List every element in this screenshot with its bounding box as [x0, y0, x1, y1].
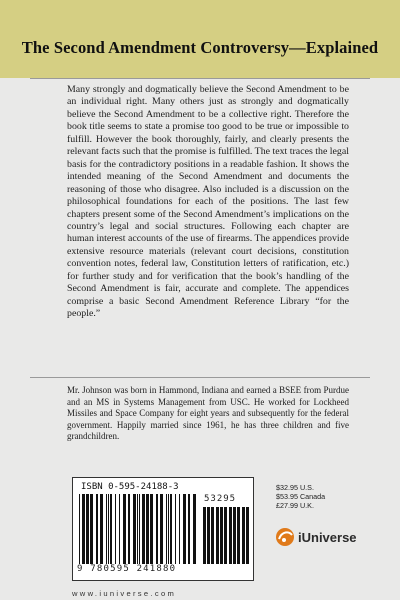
- publisher-name: iUniverse: [298, 529, 357, 545]
- divider-bottom: [30, 377, 370, 378]
- publisher-url: www.iuniverse.com: [72, 589, 177, 598]
- isbn-label: ISBN 0-595-24188-3: [81, 482, 179, 492]
- price-canada: $53.95 Canada: [276, 492, 326, 502]
- divider-top: [30, 78, 370, 79]
- price-code-digits: 53295: [204, 494, 237, 504]
- author-bio: Mr. Johnson was born in Hammond, Indiana and earned a BSEE from Purdue and an MS in Systems Management from USC. He worked for Lockheed Missiles and Space Company for eight years and subsequently for the federal government. Happily married since 1961, he has three children and five grandchildren.: [67, 385, 349, 442]
- publisher-logo: [275, 527, 357, 547]
- ean-digits: 9 780595 241880: [77, 564, 177, 574]
- price-uk: £27.99 U.K.: [276, 501, 314, 511]
- barcode-box: [72, 477, 254, 581]
- extension-barcode: [203, 507, 249, 564]
- iuniverse-swoosh-icon: [275, 527, 295, 547]
- ean-barcode: [79, 494, 197, 564]
- book-title: The Second Amendment Controversy—Explained: [21, 38, 379, 57]
- book-description: Many strongly and dogmatically believe the Second Amendment to be an individual right. Many others just as strongly and dogmatically believe the Second Amendment to be a collective right. Therefore the book title seems to state a promise too good to be true or impossible to fulfill. However the book thoroughly, fairly, and clearly presents the relevant facts such that the promise is fulfilled. The text traces the legal basis for the contradictory positions in a readable fashion. It shows the intended meaning of the Second Amendment and documents the reasoning of those who disagree. Also included is a discussion on the philosophical foundations for each of the positions. The last few chapters present some of the Second Amendment’s implications on the country’s legal and social structures. Following each chapter are human interest accounts of the use of firearms. The appendices provide extensive resource materials (relevant court decisions, constitution convention notes, federal law, Constitution letters of ratification, etc.) for further study and for verification that the book’s handling of the Second Amendment is fair, accurate and complete. The appendices comprise a basic Second Amendment Reference Library “for the people.”: [67, 84, 349, 320]
- price-list: [276, 483, 366, 511]
- price-us: $32.95 U.S.: [276, 483, 314, 492]
